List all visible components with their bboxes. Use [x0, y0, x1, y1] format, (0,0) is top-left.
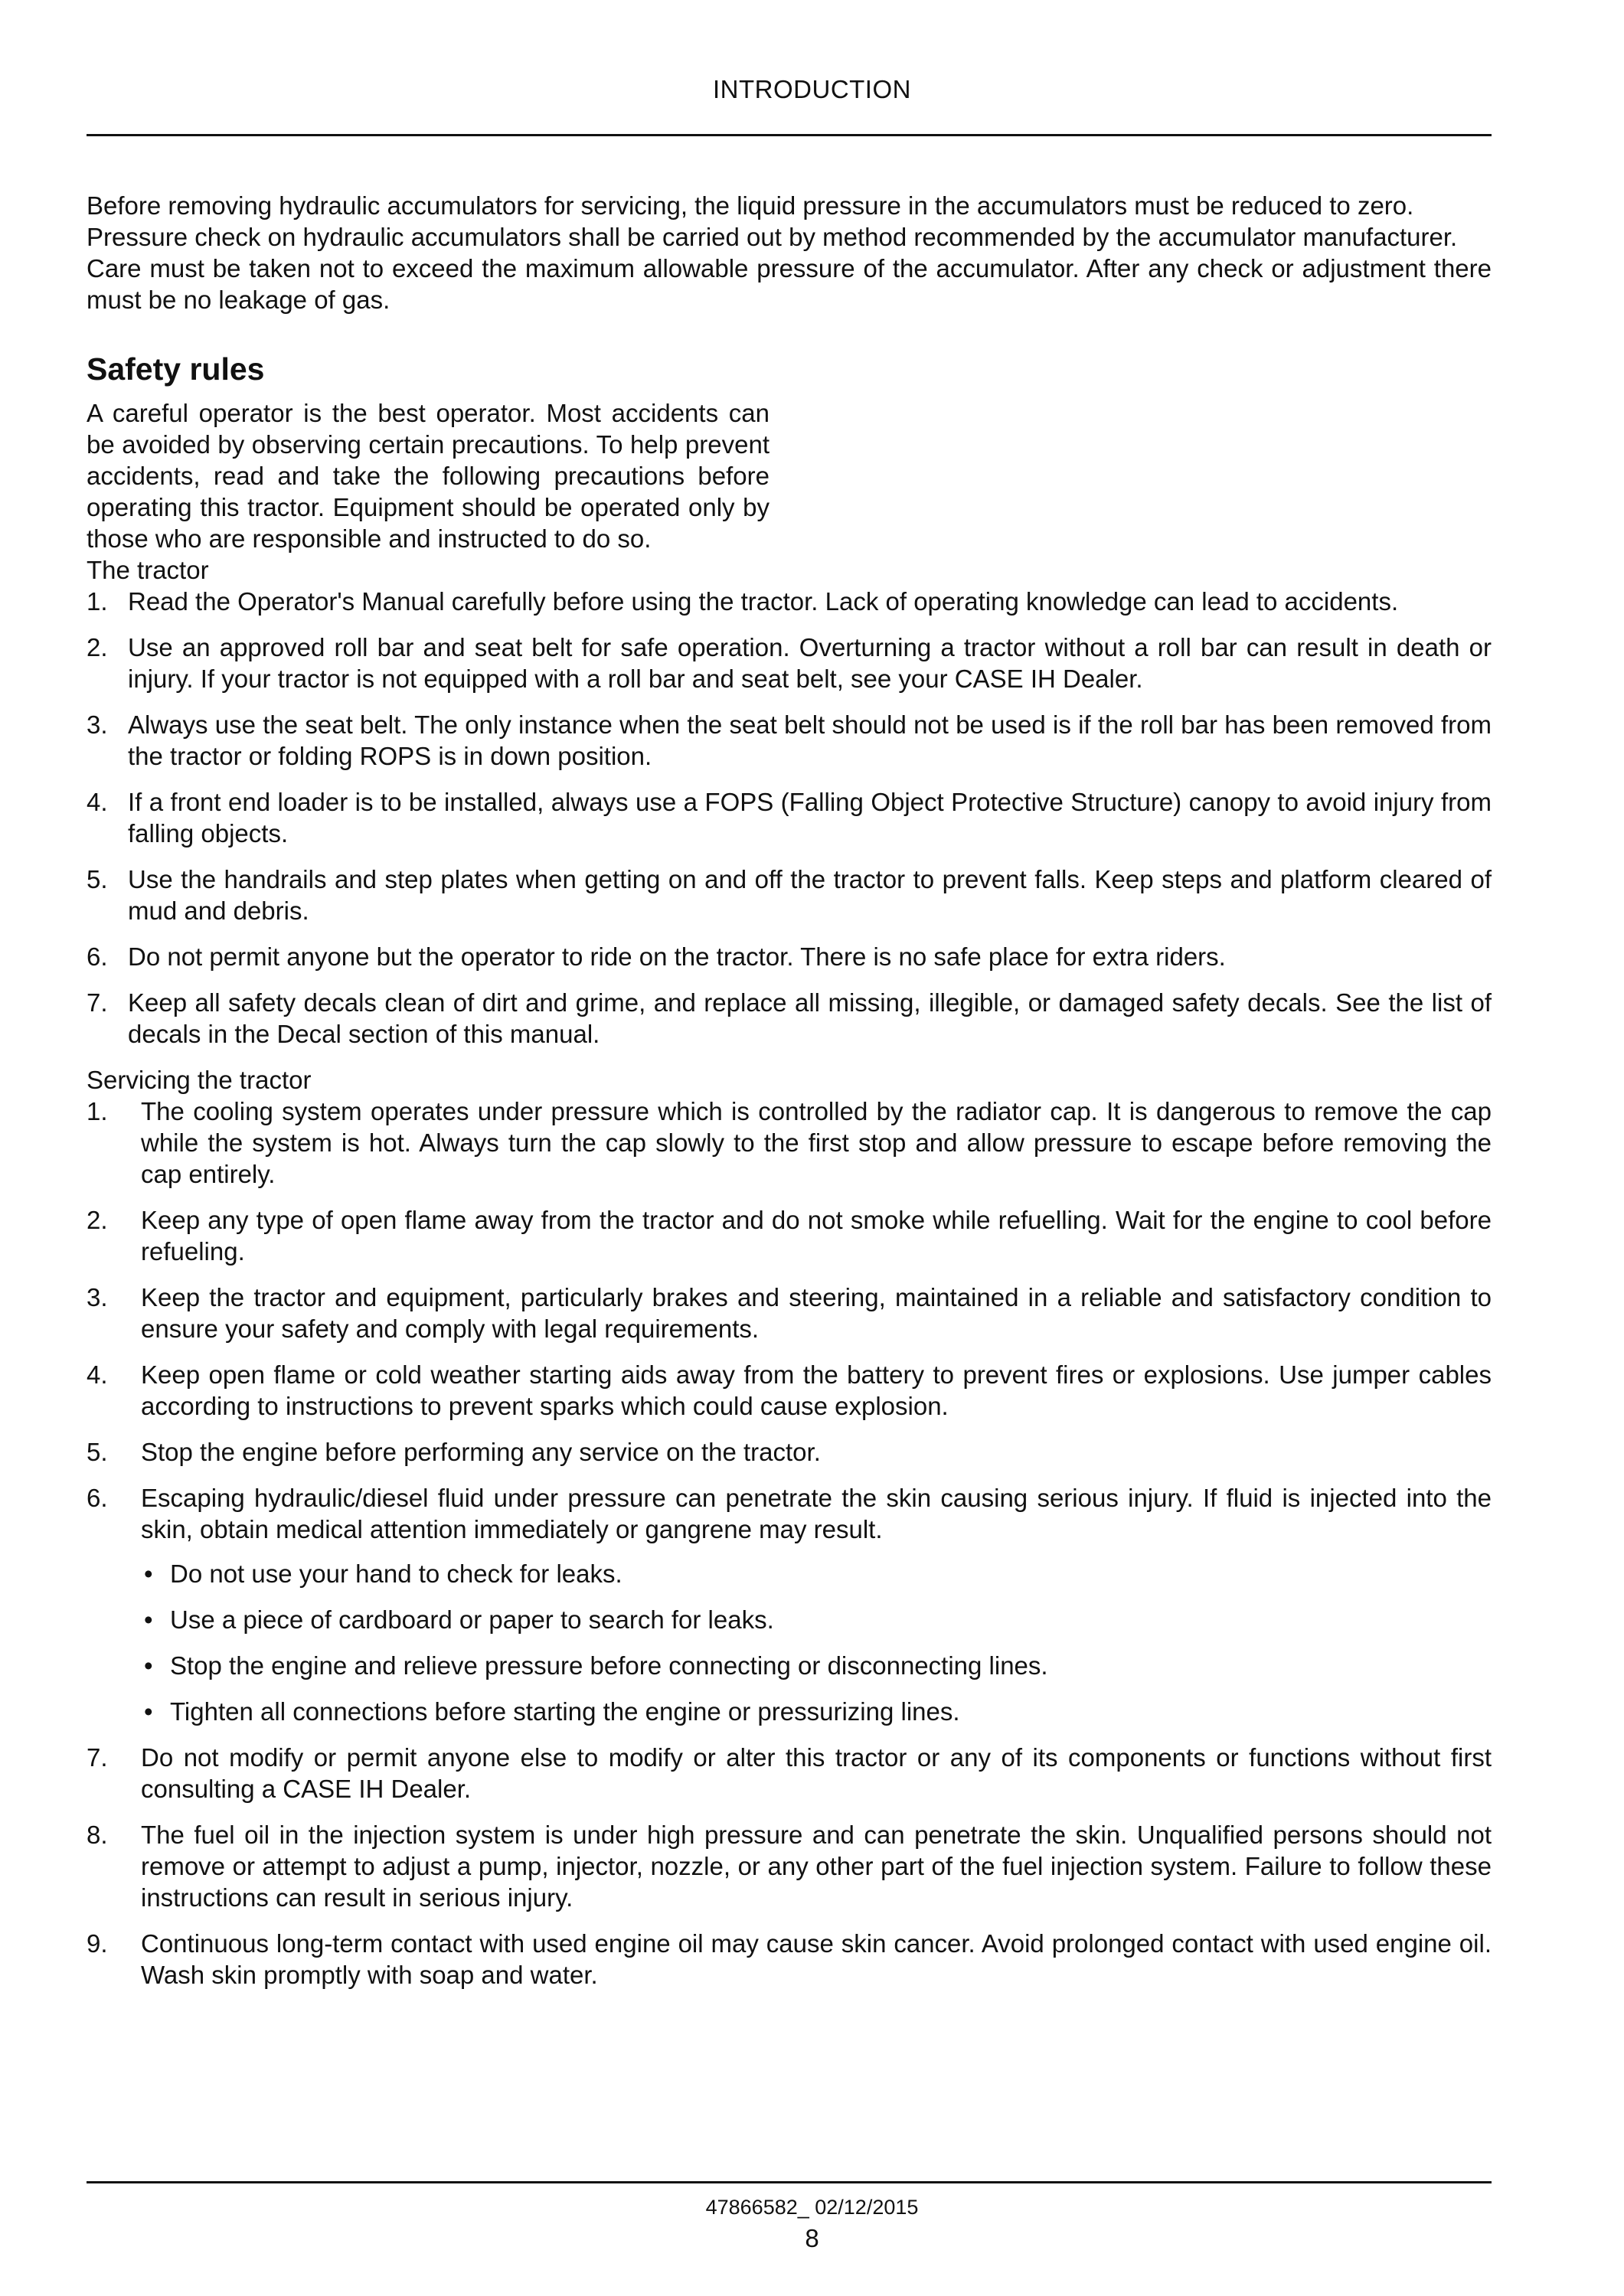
intro-paragraph: Care must be taken not to exceed the maximum allowable pressure of the accumulator. After any check or adjustment there must be no leakage of gas.: [87, 254, 1492, 314]
bullet-item: [141, 1696, 1492, 1727]
list-item-text: Use the handrails and step plates when getting on and off the tractor to prevent falls. Keep steps and platform cleared of mud and debris.: [128, 865, 1492, 925]
list-item: [87, 632, 1492, 694]
bullet-icon: •: [144, 1560, 153, 1588]
page-number: 8: [805, 2224, 819, 2252]
list-item-number: 7.: [87, 988, 108, 1017]
list-item: [87, 1204, 1492, 1267]
list-item-number: 6.: [87, 942, 108, 971]
list-item-text: The fuel oil in the injection system is under high pressure and can penetrate the skin. Unqualified persons should not remove or attempt to adjust a pump, injector, nozzle, or any other part of the fuel injection system. Failure to follow these instructions can result in serious injury.: [141, 1821, 1492, 1912]
list-item-number: 3.: [87, 710, 108, 739]
list-item-text: The cooling system operates under pressure which is controlled by the radiator cap. It is dangerous to remove the cap while the system is hot. Always turn the cap slowly to the first stop and allow pressure to escape before removing the cap entirely.: [141, 1097, 1492, 1188]
list-item-number: 4.: [87, 788, 108, 816]
list-item-text: Keep the tractor and equipment, particularly brakes and steering, maintained in a reliable and satisfactory condition to ensure your safety and comply with legal requirements.: [141, 1283, 1492, 1343]
intro-paragraph: Before removing hydraulic accumulators for servicing, the liquid pressure in the accumulators must be reduced to zero.: [87, 191, 1414, 220]
list-item: [87, 586, 1492, 617]
list-item-text: If a front end loader is to be installed, always use a FOPS (Falling Object Protective Structure) canopy to avoid injury from falling objects.: [128, 788, 1492, 848]
list-item: [87, 1742, 1492, 1804]
bullet-item: [141, 1650, 1492, 1681]
list-item-text: Keep all safety decals clean of dirt and grime, and replace all missing, illegible, or damaged safety decals. See the list of decals in the Decal section of this manual.: [128, 988, 1492, 1048]
subheading-servicing-the-tractor: Servicing the tractor: [87, 1066, 312, 1094]
list-item-text: Do not permit anyone but the operator to ride on the tractor. There is no safe place for extra riders.: [128, 942, 1226, 971]
bullet-text: Tighten all connections before starting the engine or pressurizing lines.: [170, 1697, 960, 1726]
list-item: [87, 709, 1492, 772]
bullet-icon: •: [144, 1697, 153, 1726]
bullet-icon: •: [144, 1605, 153, 1634]
list-item: [87, 1282, 1492, 1344]
intro-paragraph: Pressure check on hydraulic accumulators shall be carried out by method recommended by the accumulator manufacturer.: [87, 223, 1458, 251]
bullet-text: Use a piece of cardboard or paper to search for leaks.: [170, 1605, 774, 1634]
page-header-title: INTRODUCTION: [713, 75, 911, 103]
bullet-item: [141, 1558, 1492, 1589]
list-item-number: 9.: [87, 1929, 108, 1958]
list-item-number: 5.: [87, 865, 108, 893]
list-item-text: Always use the seat belt. The only instance when the seat belt should not be used is if the roll bar has been removed from the tractor or folding ROPS is in down position.: [128, 710, 1492, 770]
page-content: [87, 190, 1492, 2005]
list-item-text: Continuous long-term contact with used engine oil may cause skin cancer. Avoid prolonged contact with used engine oil. Wash skin promptly with soap and water.: [141, 1929, 1492, 1989]
list-item: [87, 941, 1492, 972]
list-item-number: 8.: [87, 1821, 108, 1849]
list-item-number: 6.: [87, 1484, 108, 1512]
list-item: [87, 1436, 1492, 1468]
list-item: [87, 1359, 1492, 1422]
leak-check-bullet-list: [141, 1558, 1492, 1727]
footer-rule: [87, 2181, 1492, 2183]
bullet-text: Stop the engine and relieve pressure before connecting or disconnecting lines.: [170, 1651, 1048, 1680]
list-item-number: 4.: [87, 1360, 108, 1389]
tractor-rules-list: [87, 586, 1492, 1050]
list-item-number: 1.: [87, 587, 108, 616]
section-heading-safety-rules: Safety rules: [87, 351, 265, 387]
accumulator-notes: [87, 190, 1492, 315]
subheading-the-tractor: The tractor: [87, 556, 209, 584]
list-item: [87, 786, 1492, 849]
bullet-icon: •: [144, 1651, 153, 1680]
list-item: [87, 987, 1492, 1050]
list-item-number: 2.: [87, 633, 108, 661]
list-item-number: 5.: [87, 1438, 108, 1466]
list-item-number: 1.: [87, 1097, 108, 1125]
list-item: [87, 1928, 1492, 1991]
header-rule: [87, 134, 1492, 136]
list-item-number: 3.: [87, 1283, 108, 1311]
list-item: [87, 1096, 1492, 1190]
list-item: [87, 1482, 1492, 1727]
list-item-number: 7.: [87, 1743, 108, 1772]
bullet-text: Do not use your hand to check for leaks.: [170, 1560, 622, 1588]
list-item-text: Use an approved roll bar and seat belt for safe operation. Overturning a tractor without a roll bar can result in death or injury. If your tractor is not equipped with a roll bar and seat belt, see your CASE IH Dealer.: [128, 633, 1492, 693]
list-item: [87, 1819, 1492, 1913]
bullet-item: [141, 1604, 1492, 1635]
list-item-text: Read the Operator's Manual carefully before using the tractor. Lack of operating knowledge can lead to accidents.: [128, 587, 1399, 616]
list-item: [87, 864, 1492, 926]
list-item-number: 2.: [87, 1206, 108, 1234]
footer-document-reference: 47866582_ 02/12/2015: [705, 2196, 919, 2219]
safety-intro-paragraph: A careful operator is the best operator. Most accidents can be avoided by observing certain precautions. To help prevent accidents, read and take the following precautions before operating this tractor. Equipment should be operated only by those who are responsible and instructed to do so.: [87, 399, 770, 553]
list-item-text: Do not modify or permit anyone else to modify or alter this tractor or any of its components or functions without first consulting a CASE IH Dealer.: [141, 1743, 1492, 1803]
list-item-text: Escaping hydraulic/diesel fluid under pressure can penetrate the skin causing serious injury. If fluid is injected into the skin, obtain medical attention immediately or gangrene may result.: [141, 1484, 1492, 1543]
list-item-text: Stop the engine before performing any service on the tractor.: [141, 1438, 821, 1466]
list-item-text: Keep open flame or cold weather starting aids away from the battery to prevent fires or explosions. Use jumper cables according to instructions to prevent sparks which could cause explosion.: [141, 1360, 1492, 1420]
servicing-rules-list: [87, 1096, 1492, 1991]
safety-intro-block: [87, 397, 770, 554]
list-item-text: Keep any type of open flame away from the tractor and do not smoke while refuelling. Wait for the engine to cool before refueling.: [141, 1206, 1492, 1266]
